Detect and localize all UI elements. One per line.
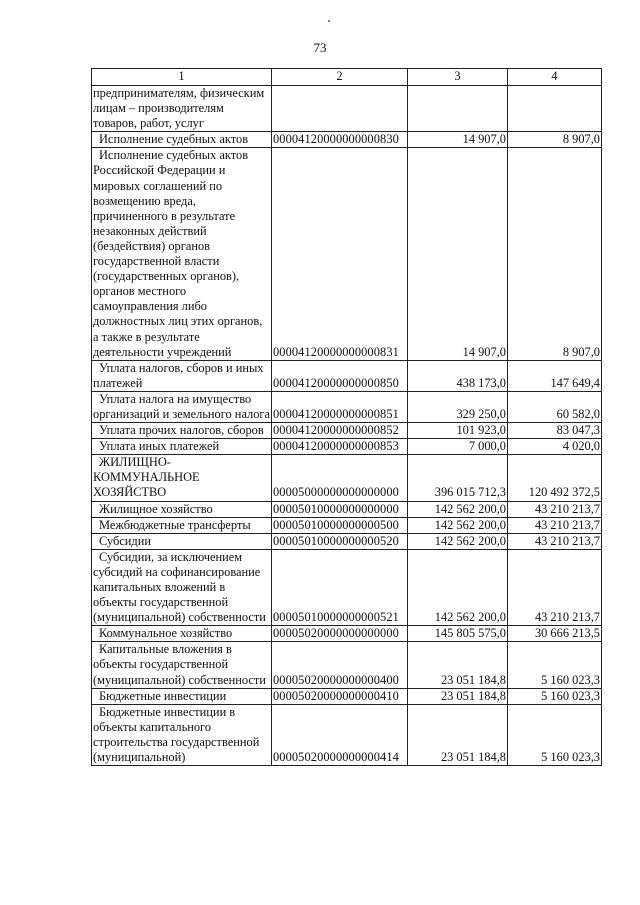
row-code: 00004120000000000852 [272, 423, 408, 439]
row-code: 00004120000000000850 [272, 360, 408, 391]
table-row [92, 704, 602, 765]
row-value-col3: 101 923,0 [408, 423, 508, 439]
row-name: Субсидии [92, 533, 272, 549]
row-value-col3: 329 250,0 [408, 391, 508, 422]
row-code: 00005020000000000400 [272, 642, 408, 688]
row-code [272, 86, 408, 132]
row-value-col4: 30 666 213,5 [508, 626, 602, 642]
table-row [92, 642, 602, 688]
row-code: 00004120000000000851 [272, 391, 408, 422]
row-value-col4: 120 492 372,5 [508, 455, 602, 501]
row-value-col4: 83 047,3 [508, 423, 602, 439]
row-value-col4: 43 210 213,7 [508, 517, 602, 533]
row-name: ЖИЛИЩНО-КОММУНАЛЬНОЕ ХОЗЯЙСТВО [92, 455, 272, 501]
table-row [92, 391, 602, 422]
row-name: Капитальные вложения в объекты государственной (муниципальной) собственности [92, 642, 272, 688]
row-value-col3: 145 805 575,0 [408, 626, 508, 642]
row-code: 00004120000000000831 [272, 148, 408, 360]
column-header: 3 [408, 69, 508, 86]
row-name: Бюджетные инвестиции в объекты капитального строительства государственной (муниципальной) [92, 704, 272, 765]
header-row [92, 69, 602, 86]
row-value-col3: 14 907,0 [408, 148, 508, 360]
row-name: Уплата иных платежей [92, 439, 272, 455]
row-value-col3 [408, 86, 508, 132]
row-code: 00005010000000000500 [272, 517, 408, 533]
row-code: 00005010000000000000 [272, 501, 408, 517]
column-header: 1 [92, 69, 272, 86]
row-value-col3: 142 562 200,0 [408, 501, 508, 517]
table-row [92, 132, 602, 148]
table-row [92, 517, 602, 533]
row-code: 00005020000000000414 [272, 704, 408, 765]
row-name: Уплата налогов, сборов и иных платежей [92, 360, 272, 391]
row-value-col4: 5 160 023,3 [508, 642, 602, 688]
row-name: Коммунальное хозяйство [92, 626, 272, 642]
row-value-col4: 5 160 023,3 [508, 688, 602, 704]
page-number: 73 [313, 40, 327, 55]
row-value-col3: 23 051 184,8 [408, 642, 508, 688]
row-value-col4: 43 210 213,7 [508, 501, 602, 517]
row-value-col3: 14 907,0 [408, 132, 508, 148]
row-name: Уплата прочих налогов, сборов [92, 423, 272, 439]
table-row [92, 501, 602, 517]
row-name: Уплата налога на имущество организаций и земельного налога [93, 391, 271, 421]
table-row [92, 86, 602, 132]
table-row [92, 423, 602, 439]
table-row [92, 455, 602, 501]
row-code: 00005010000000000520 [272, 533, 408, 549]
row-name: Субсидии, за исключением субсидий на софинансирование капитальных вложений в объекты государственной (муниципальной) собственности [92, 549, 272, 625]
column-header: 4 [508, 69, 602, 86]
row-value-col3: 142 562 200,0 [408, 549, 508, 625]
table-row [92, 360, 602, 391]
row-code: 00005020000000000410 [272, 688, 408, 704]
row-value-col4: 5 160 023,3 [508, 704, 602, 765]
row-value-col3: 396 015 712,3 [408, 455, 508, 501]
row-name: Жилищное хозяйство [92, 501, 272, 517]
table-row [92, 626, 602, 642]
row-name: Межбюджетные трансферты [92, 517, 272, 533]
row-value-col3: 23 051 184,8 [408, 704, 508, 765]
row-value-col3: 438 173,0 [408, 360, 508, 391]
table-row [92, 533, 602, 549]
row-code: 00005020000000000000 [272, 626, 408, 642]
row-value-col4: 43 210 213,7 [508, 549, 602, 625]
row-code: 00005010000000000521 [272, 549, 408, 625]
scan-speck [328, 20, 330, 22]
column-header: 2 [272, 69, 408, 86]
row-name: Исполнение судебных актов Российской Федерации и мировых соглашений по возмещению вреда, причиненного в результате незаконных действий (бездействия) органов государственной власти (государственных органов), органов местного самоуправления либо должностных лиц этих органов, а также в результате деятельности учреждений [92, 148, 272, 360]
table-row [92, 549, 602, 625]
row-code: 00004120000000000853 [272, 439, 408, 455]
row-value-col4 [508, 86, 602, 132]
row-name: предпринимателям, физическим лицам – производителям товаров, работ, услуг [92, 86, 272, 132]
table-row [92, 148, 602, 360]
row-value-col4: 4 020,0 [508, 439, 602, 455]
table-row [92, 688, 602, 704]
row-value-col3: 23 051 184,8 [408, 688, 508, 704]
row-value-col3: 142 562 200,0 [408, 517, 508, 533]
table-row [92, 439, 602, 455]
row-code: 00004120000000000830 [272, 132, 408, 148]
row-name: Исполнение судебных актов [92, 132, 272, 148]
row-value-col3: 7 000,0 [408, 439, 508, 455]
budget-table [91, 68, 602, 766]
row-name: Бюджетные инвестиции [92, 688, 272, 704]
row-code: 00005000000000000000 [272, 455, 408, 501]
row-value-col4: 43 210 213,7 [508, 533, 602, 549]
row-value-col3: 142 562 200,0 [408, 533, 508, 549]
row-value-col4: 8 907,0 [508, 148, 602, 360]
row-value-col4: 60 582,0 [508, 391, 602, 422]
row-value-col4: 147 649,4 [508, 360, 602, 391]
row-value-col4: 8 907,0 [508, 132, 602, 148]
